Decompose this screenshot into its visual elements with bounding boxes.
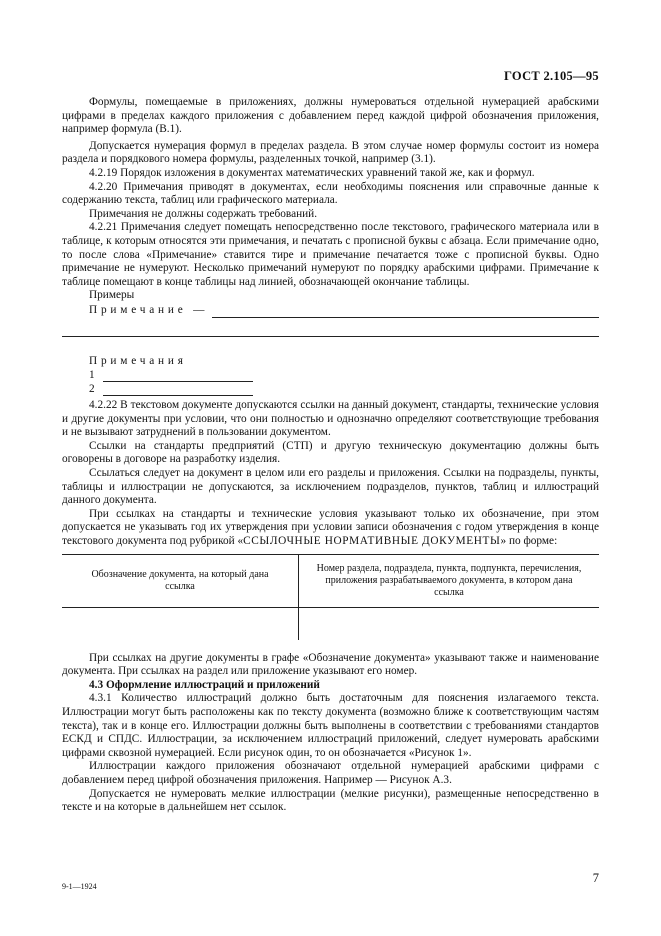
note-fill-line (103, 370, 253, 382)
paragraph: 4.2.19 Порядок изложения в документах математических уравнений такой же, как и формул. (89, 166, 535, 179)
page-header: ГОСТ 2.105—95 (503, 69, 599, 83)
paragraph: Формулы, помещаемые в приложениях, должны нумероваться отдельной нумерацией арабскими цифрами в пределах каждого приложения с добавлением перед каждой цифрой обозначения приложения, например формула (В.1). (62, 96, 599, 136)
paragraph: 4.2.22 В текстовом документе допускаются ссылки на данный документ, стандарты, технические условия и другие документы при условии, что они полностью и однозначно определяют соответствующие требования и не вызывают затруднений в пользовании документом. (62, 399, 599, 439)
refs-rubric: ССЫЛОЧНЫЕ НОРМАТИВНЫЕ ДОКУМЕНТЫ (243, 535, 501, 548)
reference-form-table (62, 554, 599, 640)
table-header-cell: Номер раздела, подраздела, пункта, подпункта, перечисления, приложения разрабатываемого документа, в котором дана ссылка (299, 554, 600, 607)
paragraph: При ссылках на другие документы в графе «Обозначение документа» указывают также и наименование документа. При ссылках на раздел или приложение указывают его номер. (62, 651, 599, 678)
note-number: 2 (89, 382, 95, 395)
paragraph: Ссылки на стандарты предприятий (СТП) и другую техническую документацию должны быть оговорены в договоре на разработку изделия. (62, 439, 599, 466)
note-row (89, 368, 599, 382)
page-number: 7 (592, 871, 599, 885)
note-continuation-line (62, 322, 599, 337)
page-content (62, 96, 599, 815)
paragraph: Допускается нумерация формул в пределах раздела. В этом случае номер формулы состоит из номера раздела и порядкового номера формулы, разделенных точкой, например (3.1). (62, 139, 599, 166)
table-header-cell: Обозначение документа, на который дана ссылка (62, 554, 299, 607)
refs-text-after: » по форме: (500, 535, 558, 548)
section-heading: 4.3 Оформление иллюстраций и приложений (89, 678, 320, 691)
single-note-example (62, 304, 599, 318)
table-cell (299, 607, 600, 640)
paragraph: 4.2.21 Примечания следует помещать непосредственно после текстового, графического материала или в таблице, к которым относятся эти примечания, и печатать с прописной буквы с абзаца. Если примечание одно, то после слова «Примечание» ставится тире и примечание печатается тоже с прописной буквы. Одно примечание не нумеруют. Несколько примечаний нумеруют по порядку арабскими цифрами. Примечание к таблице помещают в конце таблицы над линией, обозначающей окончание таблицы. (62, 221, 599, 288)
table-cell (62, 607, 299, 640)
paragraph: Примечания не должны содержать требований. (89, 207, 318, 220)
paragraph (62, 508, 599, 549)
refs-text-before: При ссылках на стандарты и технические условия указывают только их обозначение, при этом допускается не указывать год их утверждения при условии записи обозначения с годом утверждения в конце текстового документа под рубрикой « (62, 507, 599, 548)
print-code: 9-1—1924 (62, 882, 97, 891)
paragraph: Иллюстрации каждого приложения обозначают отдельной нумерацией арабскими цифрами с добавлением перед цифрой обозначения приложения. Например — Рисунок А.3. (62, 760, 599, 786)
single-note-label: Примечание — (89, 303, 209, 316)
paragraph: 4.3.1 Количество иллюстраций должно быть достаточным для пояснения излагаемого текста. Иллюстрации могут быть расположены как по тексту документа (возможно ближе к соответствующим частям текста), так и в конце его. Иллюстрации должны быть выполнены в соответствии с требованиями стандартов ЕСКД и СПДС. Иллюстрации, за исключением иллюстраций приложений, следует нумеровать арабскими цифрами сквозной нумерацией. Если рисунок один, то он обозначается «Рисунок 1». (62, 692, 599, 759)
note-number: 1 (89, 368, 95, 381)
multi-notes-example (62, 355, 599, 397)
multi-notes-title: Примечания (89, 354, 187, 367)
note-fill-line (212, 306, 599, 318)
examples-label: Примеры (89, 289, 135, 302)
paragraph: Допускается не нумеровать мелкие иллюстрации (мелкие рисунки), размещенные непосредственно в тексте и на которые в дальнейшем нет ссылок. (62, 787, 599, 814)
paragraph: Ссылаться следует на документ в целом или его разделы и приложения. Ссылки на подразделы, пункты, таблицы и иллюстрации не допускаются, за исключением подразделов, пунктов, таблиц и иллюстраций данного документа. (62, 467, 599, 507)
note-fill-line (103, 384, 253, 396)
paragraph: 4.2.20 Примечания приводят в документах, если необходимы пояснения или справочные данные к содержанию текста, таблиц или графического материала. (62, 180, 599, 207)
note-row (89, 382, 599, 396)
